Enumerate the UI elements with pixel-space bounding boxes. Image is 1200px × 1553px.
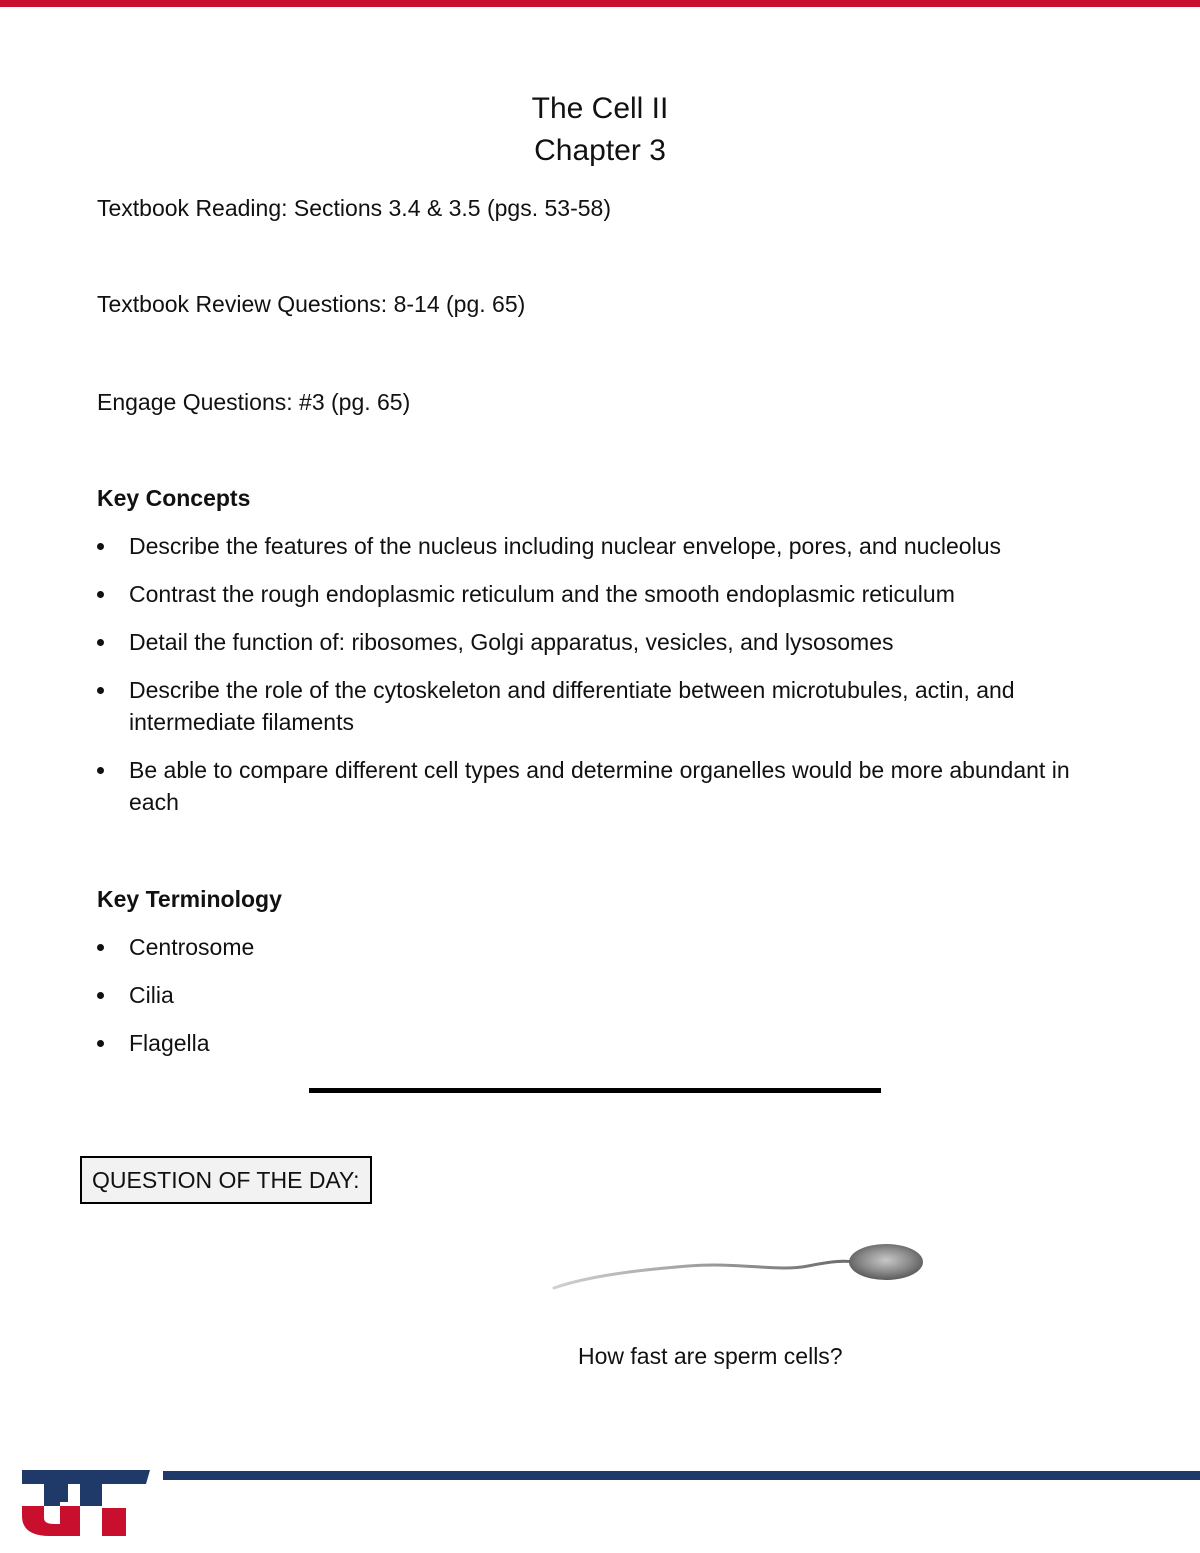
list-item: Be able to compare different cell types and determine organelles would be more abundant in each	[97, 754, 1087, 818]
bottom-accent-bar	[163, 1471, 1200, 1480]
title-line-2: Chapter 3	[534, 134, 666, 167]
list-item: Flagella	[97, 1027, 1087, 1059]
bullet-icon	[97, 591, 104, 598]
bullet-icon	[97, 543, 104, 550]
bullet-icon	[97, 767, 104, 774]
textbook-review-questions: Textbook Review Questions: 8-14 (pg. 65)	[97, 291, 526, 317]
list-item: Contrast the rough endoplasmic reticulum and the smooth endoplasmic reticulum	[97, 578, 1087, 610]
bullet-icon	[97, 639, 104, 646]
bullet-icon	[97, 944, 104, 951]
page-title	[0, 88, 1200, 172]
list-item: Describe the role of the cytoskeleton and differentiate between microtubules, actin, and intermediate filaments	[97, 674, 1087, 738]
key-concepts-list	[97, 530, 1087, 834]
key-terminology-heading: Key Terminology	[97, 886, 282, 912]
question-text: How fast are sperm cells?	[578, 1343, 843, 1369]
ut-logo	[20, 1466, 152, 1538]
question-of-the-day-label: QUESTION OF THE DAY:	[80, 1156, 372, 1204]
top-accent-bar	[0, 0, 1200, 7]
list-item: Describe the features of the nucleus including nuclear envelope, pores, and nucleolus	[97, 530, 1087, 562]
bullet-icon	[97, 687, 104, 694]
sperm-cell-image	[548, 1236, 928, 1296]
list-item: Detail the function of: ribosomes, Golgi apparatus, vesicles, and lysosomes	[97, 626, 1087, 658]
engage-questions: Engage Questions: #3 (pg. 65)	[97, 389, 411, 415]
list-item: Cilia	[97, 979, 1087, 1011]
key-terminology-list	[97, 931, 1087, 1075]
bullet-icon	[97, 992, 104, 999]
section-divider	[309, 1088, 881, 1093]
key-concepts-heading: Key Concepts	[97, 485, 251, 511]
title-line-1: The Cell II	[531, 92, 669, 125]
textbook-reading: Textbook Reading: Sections 3.4 & 3.5 (pgs. 53-58)	[97, 195, 611, 221]
list-item: Centrosome	[97, 931, 1087, 963]
bullet-icon	[97, 1040, 104, 1047]
